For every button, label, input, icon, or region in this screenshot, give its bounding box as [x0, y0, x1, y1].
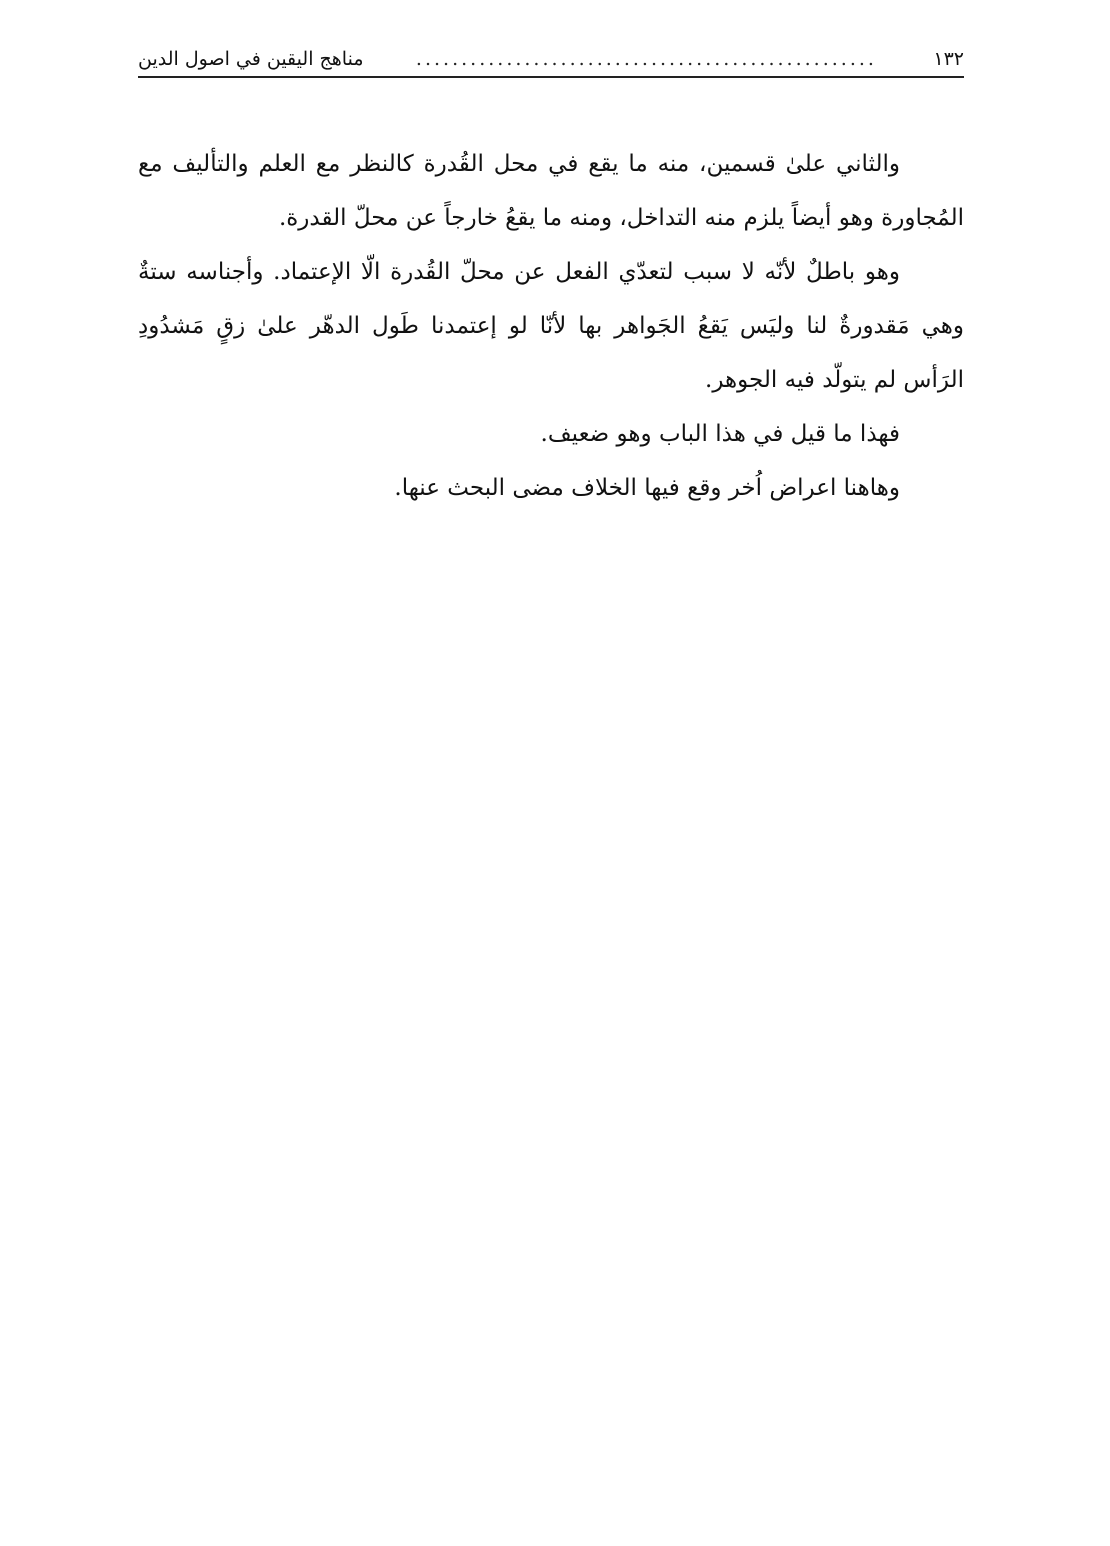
running-header	[138, 42, 964, 78]
paragraph: والثاني علىٰ قسمين، منه ما يقع في محل القُدرة كالنظر مع العلم والتأليف مع المُجاورة وهو أيضاً يلزم منه التداخل، ومنه ما يقعُ خارجاً عن محلّ القدرة.	[138, 151, 964, 231]
paragraph: فهذا ما قيل في هذا الباب وهو ضعيف.	[540, 421, 900, 447]
book-title: مناهج اليقين في اصول الدين	[138, 48, 364, 70]
page-number: ١٣٢	[933, 48, 964, 70]
header-dot-leader: ...................................................	[415, 48, 877, 70]
body-text	[138, 137, 964, 515]
paragraph: وهاهنا اعراض اُخر وقع فيها الخلاف مضى البحث عنها.	[394, 475, 900, 501]
paragraph: وهو باطلٌ لأنّه لا سبب لتعدّي الفعل عن محلّ القُدرة الّا الإعتماد. وأجناسه ستةٌ وهي مَقدورةٌ لنا وليَس يَقعُ الجَواهر بها لأنّا لو إعتمدنا طَول الدهّر علىٰ زقٍ مَشدُودِ الرَأس لم يتولّد فيه الجوهر.	[138, 259, 964, 393]
